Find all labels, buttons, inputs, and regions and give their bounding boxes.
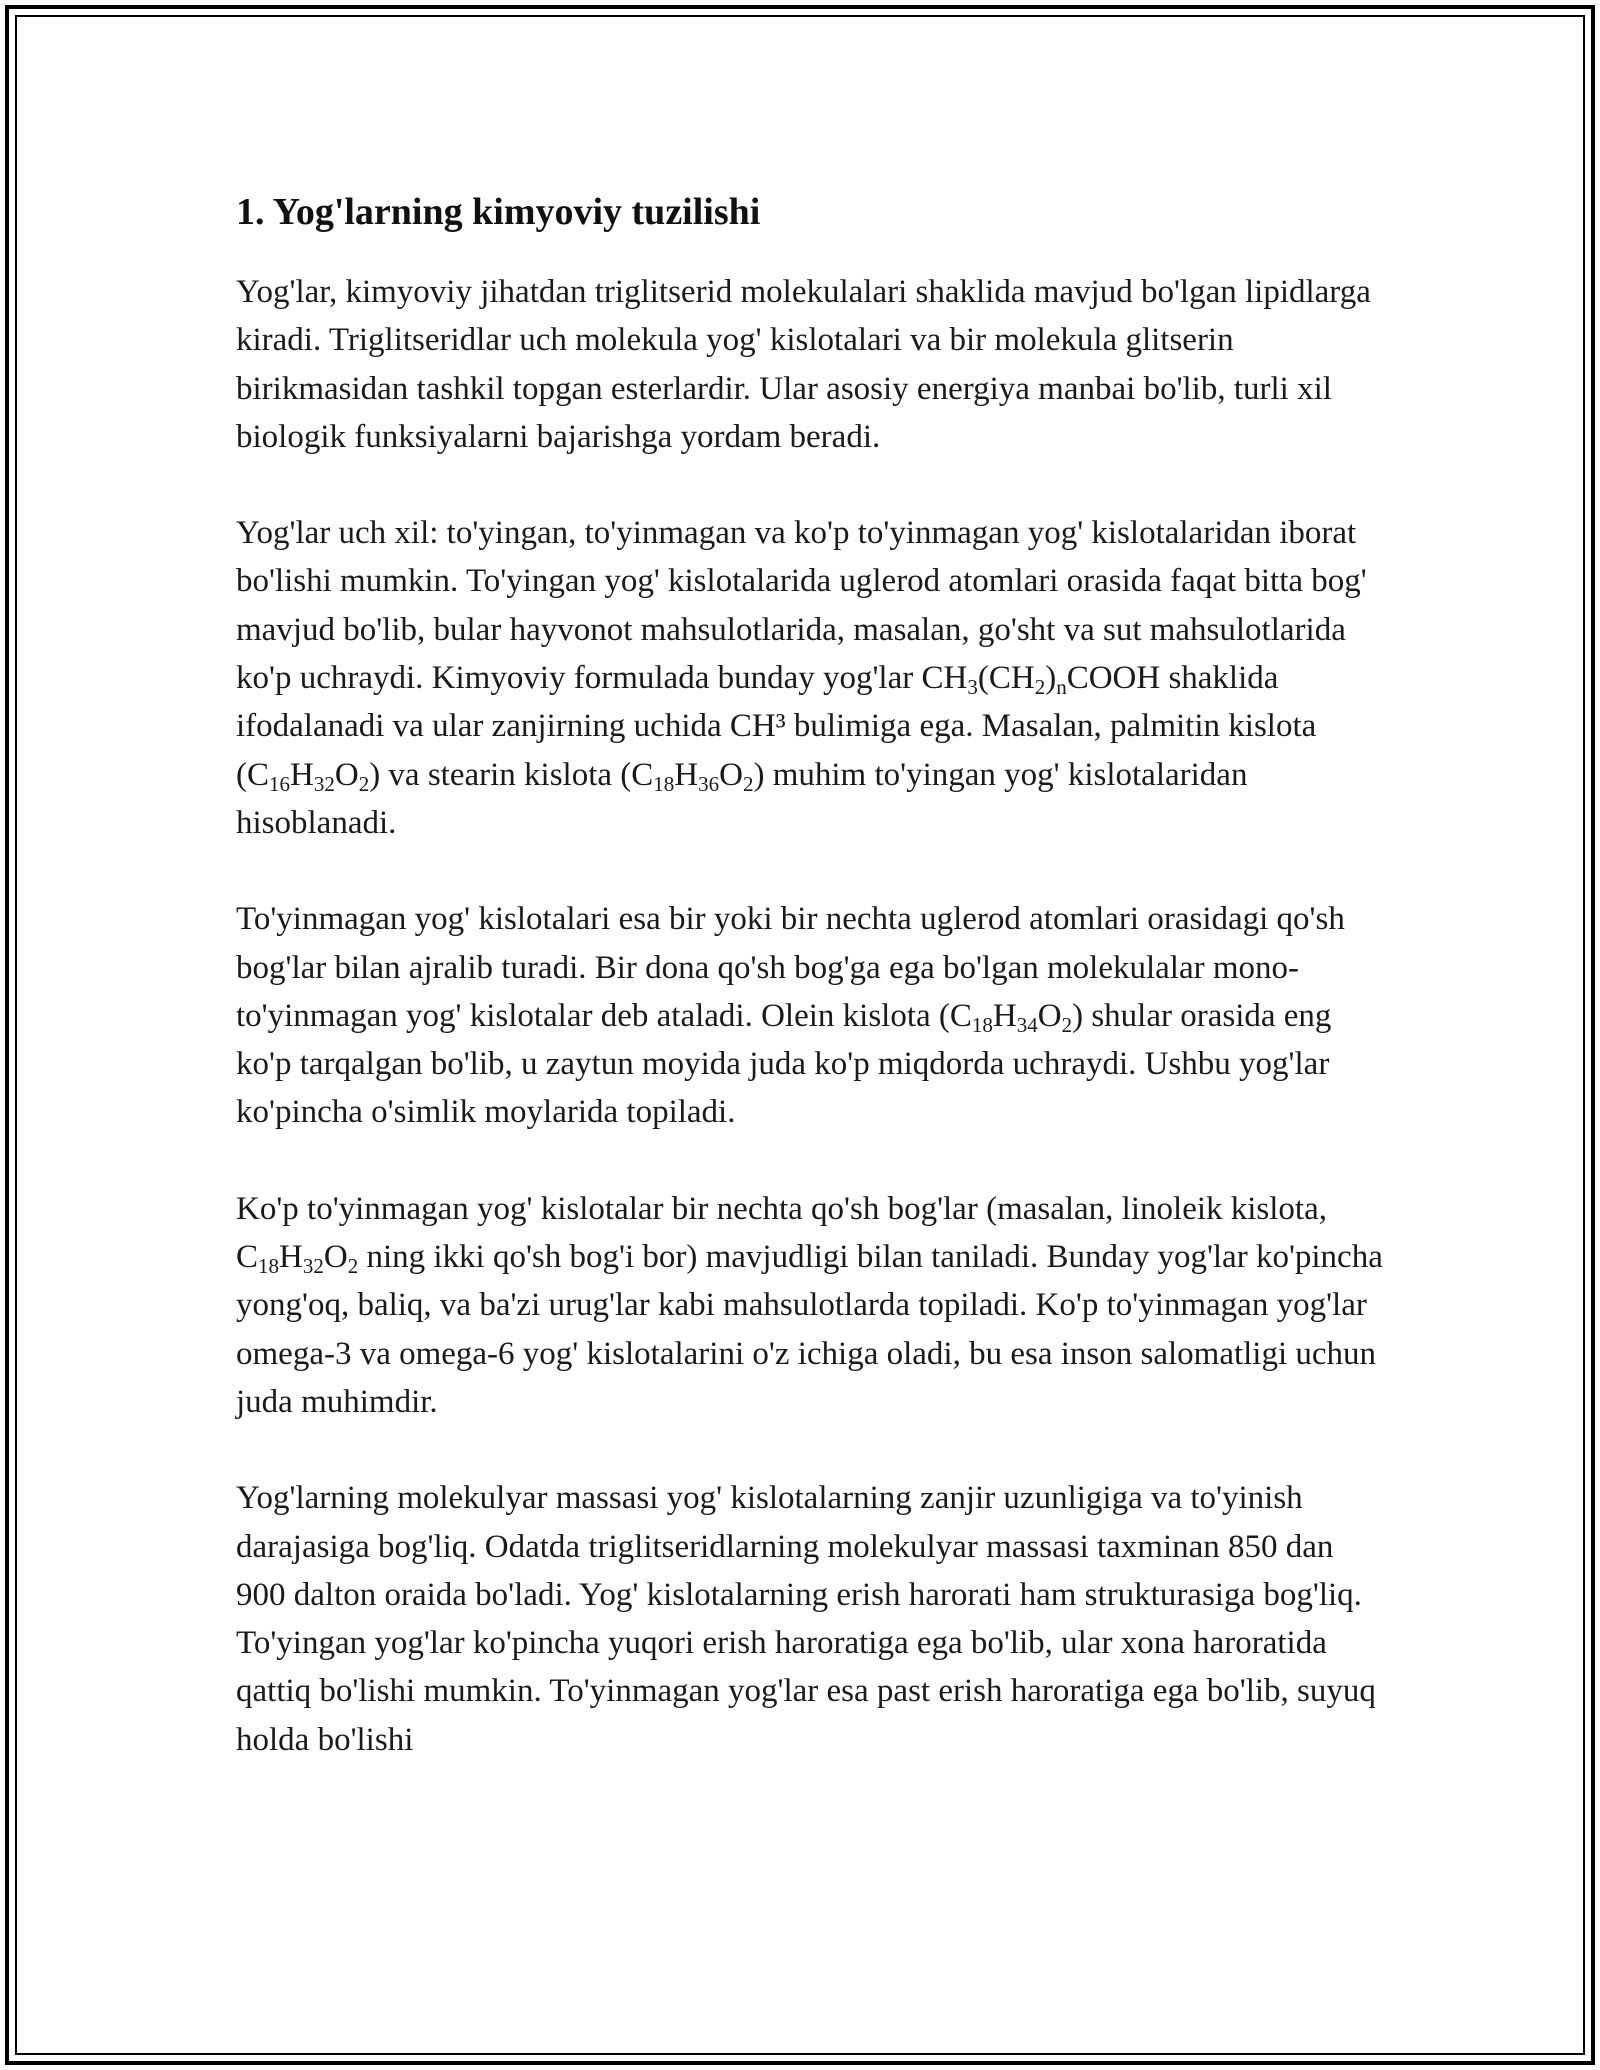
text-run: O <box>719 756 743 793</box>
subscript: 2 <box>347 1254 359 1279</box>
text-run: ) muhim to'yingan yog' kislotalaridan hisoblanadi. <box>236 756 1248 841</box>
text-run: COOH shaklida ifodalanadi va ular zanjirning uchida CH³ bulimiga ega. Masalan, palmitin kislota (C <box>236 660 1317 793</box>
subscript: n <box>1056 675 1067 700</box>
text-run: (CH <box>977 660 1035 697</box>
subscript: 16 <box>269 771 290 796</box>
text-run: Yog'lar uch xil: to'yingan, to'yinmagan va ko'p to'yinmagan yog' kislotalaridan iborat bo'lishi mumkin. To'yingan yog' kislotalarida uglerod atomlari orasida faqat bitta bog' mavjud bo'lib, bular hayvonot mahsulotlarida, masalan, go'sht va sut mahsulotlarida ko'p uchraydi. Kimyoviy formulada bunday yog'lar CH <box>236 515 1367 697</box>
section-heading: 1. Yog'larning kimyoviy tuzilishi <box>236 191 761 233</box>
subscript: 2 <box>358 771 370 796</box>
text-run: ) shular orasida eng ko'p tarqalgan bo'lib, u zaytun moyida juda ko'p miqdorda uchraydi. Ushbu yog'lar ko'pincha o'simlik moylarida topiladi. <box>236 997 1332 1131</box>
subscript: 32 <box>302 1254 324 1279</box>
paragraph-molecular-mass: Yog'larning molekulyar massasi yog' kislotalarning zanjir uzunligiga va to'yinish darajasiga bog'liq. Odatda triglitseridlarning molekulyar massasi taxminan 850 dan 900 dalton oraida bo'ladi. Yog' kislotalarning erish harorati ham strukturasiga bog'liq. To'yingan yog'lar ko'pincha yuqori erish haroratiga ega bo'lib, ular xona haroratida qattiq bo'lishi mumkin. To'yinmagan yog'lar esa past erish haroratiga ega bo'lib, suyuq holda bo'lishi <box>236 1480 1376 1758</box>
text-run: ) <box>1045 660 1057 697</box>
text-run: ) va stearin kislota (C <box>369 756 654 793</box>
subscript: 32 <box>313 771 335 796</box>
document-body <box>236 186 1386 1812</box>
text-run: O <box>334 756 359 793</box>
text-run: O <box>323 1239 348 1276</box>
text-run: H <box>290 756 314 793</box>
subscript: 2 <box>1061 1012 1073 1037</box>
paragraph-intro: Yog'lar, kimyoviy jihatdan triglitserid molekulalari shaklida mavjud bo'lgan lipidlarga kiradi. Triglitseridlar uch molekula yog' kislotalari va bir molekula glitserin birikmasidan tashkil topgan esterlardir. Ular asosiy energiya manbai bo'lib, turli xil biologik funksiyalarni bajarishga yordam beradi. <box>236 274 1371 455</box>
text-run: ning ikki qo'sh bog'i bor) mavjudligi bilan taniladi. Bunday yog'lar ko'pincha yong'oq, baliq, va ba'zi urug'lar kabi mahsulotlarda topiladi. Ko'p to'yinmagan yog'lar omega-3 va omega-6 yog' kislotalarini o'z ichiga oladi, bu esa inson salomatligi uchun juda muhimdir. <box>236 1239 1383 1420</box>
paragraph-polyunsaturated <box>236 1185 1386 1426</box>
text-run: Ko'p to'yinmagan yog' kislotalar bir nechta qo'sh bog'lar (masalan, linoleik kislota, C <box>236 1190 1327 1276</box>
text-run: O <box>1037 997 1062 1034</box>
subscript: 36 <box>698 771 720 796</box>
subscript: 3 <box>967 675 978 700</box>
subscript: 2 <box>1034 675 1046 700</box>
subscript: 2 <box>742 771 754 796</box>
text-run: H <box>674 756 699 793</box>
paragraph-unsaturated <box>236 895 1386 1136</box>
subscript: 18 <box>653 771 675 796</box>
text-run: H <box>992 997 1017 1034</box>
text-run: To'yinmagan yog' kislotalari esa bir yoki bir nechta uglerod atomlari orasidagi qo'sh bog'lar bilan ajralib turadi. Bir dona qo'sh bog'ga ega bo'lgan molekulalar mono-to'yinmagan yog' kislotalar deb ataladi. Olein kislota (C <box>236 901 1345 1034</box>
subscript: 34 <box>1016 1012 1038 1037</box>
subscript: 18 <box>258 1254 280 1279</box>
text-run: H <box>279 1239 303 1276</box>
subscript: 18 <box>971 1012 993 1037</box>
paragraph-saturated <box>236 509 1386 847</box>
